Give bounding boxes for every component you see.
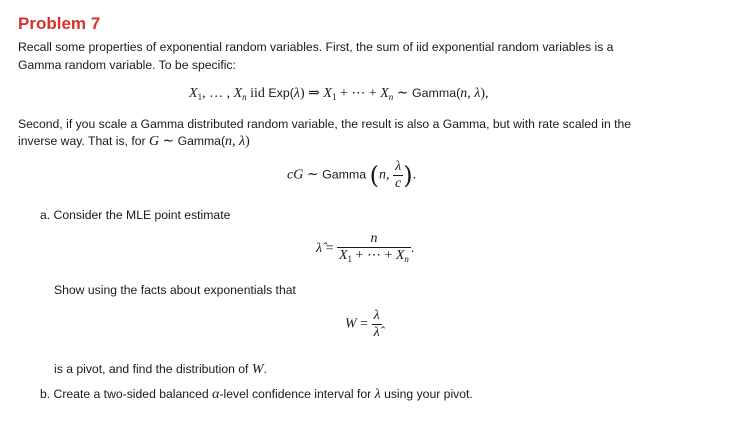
second-line-2: inverse way. That is, for G ∼ Gamma(n, λ) — [18, 134, 250, 149]
equation-gamma-sum: $X_1$, … , $X_n$ iid Exp(λ) ⇒ $X_1$ + ⋯ + $X_n$ ∼ Gamma(n, λ), — [189, 86, 489, 102]
equation-pivot: W = $\frac{\lambda}{\lambdâ}$ — [345, 308, 380, 340]
part-a-label: a. Consider the MLE point estimate — [40, 208, 231, 222]
part-a-pivot: is a pivot, and find the distribution of W. — [54, 362, 267, 377]
second-line-1: Second, if you scale a Gamma distributed random variable, the result is also a Gamma, but with rate scaled in the — [18, 117, 632, 131]
problem-title: Problem 7 — [18, 14, 101, 33]
intro-line-1: Recall some properties of exponential random variables. First, the sum of iid exponential random variables is a — [18, 40, 614, 54]
intro-line-2: Gamma random variable. To be specific: — [18, 58, 236, 72]
part-a-show: Show using the facts about exponentials that — [54, 283, 296, 297]
part-b-text: b. Create a two-sided balanced α-level confidence interval for λ using your pivot. — [40, 387, 473, 402]
equation-scaled-gamma: cG ∼ Gamma (n, $\frac{\lambda}{c}$ ). — [287, 159, 417, 191]
equation-mle: λ̂ = $\frac{n}{X_1 + \cdots + X_n}$ . — [316, 231, 415, 264]
